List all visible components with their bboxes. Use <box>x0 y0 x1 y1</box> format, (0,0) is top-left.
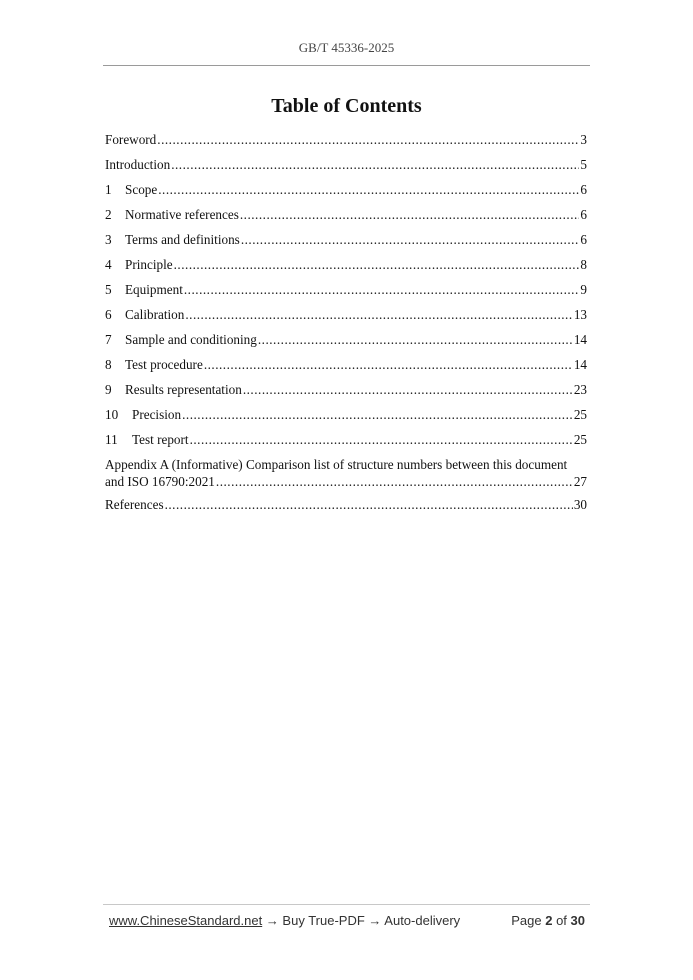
dot-leader <box>182 406 573 423</box>
dot-leader <box>190 431 573 448</box>
toc-number: 7 <box>105 332 112 347</box>
table-of-contents <box>105 131 587 521</box>
toc-label: Terms and definitions <box>125 232 240 247</box>
toc-label: References <box>105 497 164 512</box>
toc-label: Equipment <box>125 282 183 297</box>
header-divider <box>103 65 590 66</box>
toc-label: Test procedure <box>125 357 203 372</box>
toc-entry-introduction[interactable] <box>105 156 587 181</box>
page-title: Table of Contents <box>271 95 422 117</box>
dot-leader <box>258 331 573 348</box>
toc-label: Principle <box>125 257 173 272</box>
toc-page: 8 <box>580 257 587 272</box>
toc-label: Calibration <box>125 307 185 322</box>
toc-number: 1 <box>105 182 112 197</box>
dot-leader <box>243 381 573 398</box>
dot-leader <box>204 356 573 373</box>
toc-number: 9 <box>105 382 112 397</box>
toc-page: 13 <box>573 307 587 322</box>
toc-page: 14 <box>573 357 587 372</box>
toc-page: 25 <box>573 432 587 447</box>
toc-number: 6 <box>105 307 112 322</box>
toc-page: 27 <box>573 474 587 489</box>
toc-entry-foreword[interactable] <box>105 131 587 156</box>
dot-leader <box>171 156 579 173</box>
toc-number: 11 <box>105 432 118 447</box>
toc-entry-terms-and-definitions[interactable] <box>105 231 587 256</box>
toc-entry-principle[interactable] <box>105 256 587 281</box>
current-page-number: 2 <box>545 913 553 928</box>
dot-leader <box>184 281 580 298</box>
toc-entry-calibration[interactable] <box>105 306 587 331</box>
toc-label: Precision <box>132 407 182 422</box>
website-link[interactable]: www.ChineseStandard.net <box>109 913 263 928</box>
toc-number: 10 <box>105 407 119 422</box>
toc-entry-scope[interactable] <box>105 181 587 206</box>
page-indicator: Page 2 of 30 <box>511 913 585 928</box>
toc-label: Scope <box>125 182 158 197</box>
toc-number: 8 <box>105 357 112 372</box>
toc-label: Normative references <box>125 207 239 222</box>
toc-entry-equipment[interactable] <box>105 281 587 306</box>
toc-label: Appendix A (Informative) Comparison list of structure numbers between this document <box>105 457 568 472</box>
dot-leader <box>241 231 580 248</box>
toc-entry-sample-and-conditioning[interactable] <box>105 331 587 356</box>
dot-leader <box>174 256 580 273</box>
toc-label: Introduction <box>105 157 171 172</box>
footer-divider <box>103 904 590 905</box>
toc-page: 25 <box>573 407 587 422</box>
toc-entry-appendix-a[interactable] <box>105 456 587 496</box>
page-footer <box>109 913 585 928</box>
dot-leader <box>165 496 573 513</box>
dot-leader <box>157 131 579 148</box>
toc-page: 6 <box>580 182 587 197</box>
toc-entry-test-procedure[interactable] <box>105 356 587 381</box>
toc-page: 23 <box>573 382 587 397</box>
toc-number: 4 <box>105 257 112 272</box>
toc-label: Results representation <box>125 382 242 397</box>
total-page-count: 30 <box>570 913 585 928</box>
toc-number: 2 <box>105 207 112 222</box>
toc-label-continued: and ISO 16790:2021 <box>105 474 215 489</box>
toc-page: 14 <box>573 332 587 347</box>
footer-promo-text: → Buy True-PDF → Auto-delivery <box>262 913 461 928</box>
toc-entry-test-report[interactable] <box>105 431 587 456</box>
toc-entry-references[interactable] <box>105 496 587 521</box>
toc-label: Test report <box>132 432 189 447</box>
toc-page: 3 <box>580 132 587 147</box>
toc-page: 6 <box>580 207 587 222</box>
dot-leader <box>240 206 580 223</box>
dot-leader <box>185 306 572 323</box>
toc-page: 6 <box>580 232 587 247</box>
document-code-header: GB/T 45336-2025 <box>298 40 395 55</box>
toc-entry-results-representation[interactable] <box>105 381 587 406</box>
toc-page: 30 <box>573 497 587 512</box>
toc-number: 3 <box>105 232 112 247</box>
toc-page: 5 <box>580 157 587 172</box>
toc-entry-normative-references[interactable] <box>105 206 587 231</box>
toc-label: Foreword <box>105 132 157 147</box>
dot-leader <box>216 473 573 490</box>
toc-page: 9 <box>580 282 587 297</box>
toc-label: Sample and conditioning <box>125 332 257 347</box>
toc-entry-precision[interactable] <box>105 406 587 431</box>
dot-leader <box>158 181 579 198</box>
toc-number: 5 <box>105 282 112 297</box>
